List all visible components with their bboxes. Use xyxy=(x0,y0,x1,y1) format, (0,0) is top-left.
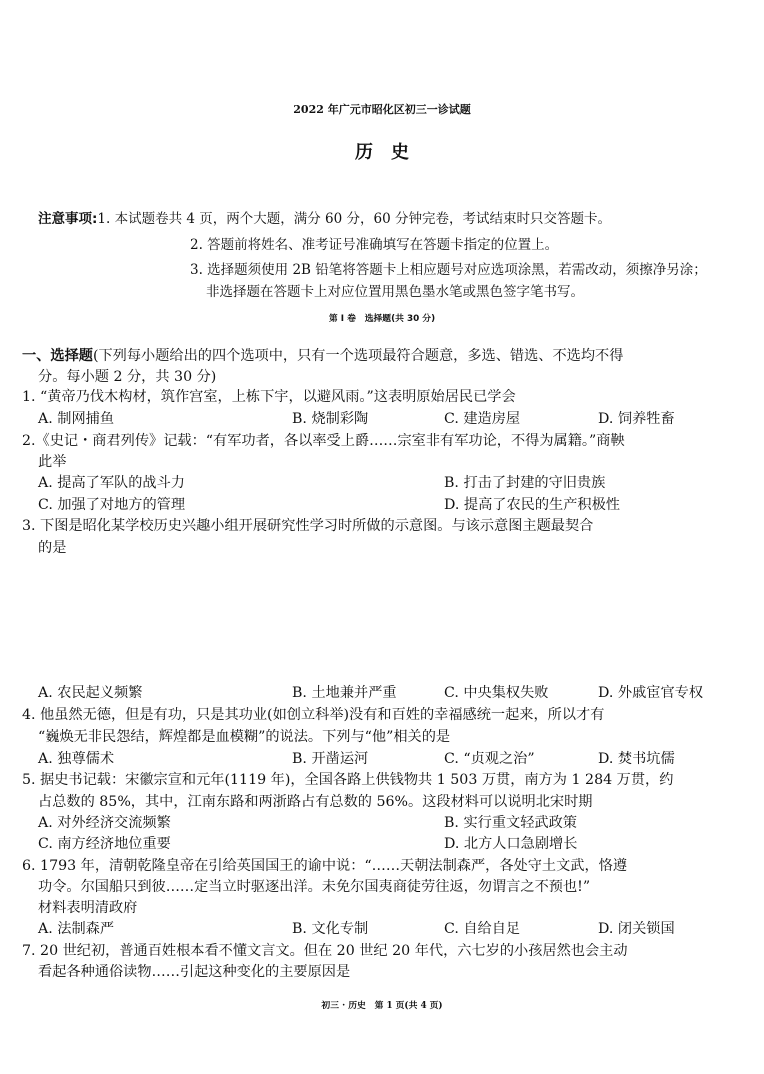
exam-title: 2022 年广元市昭化区初三一诊试题 xyxy=(293,103,471,116)
question-1-line-1: 1. “黄帝乃伐木构材，筑作宫室，上栋下宇，以避风雨。”这表明原始居民已学会 xyxy=(22,389,516,405)
q2-option-c: C. 加强了对地方的管理 xyxy=(38,497,186,513)
question-5-line-2: 占总数的 85%，其中，江南东路和两浙路占有总数的 56%。这段材料可以说明北宋时期 xyxy=(38,794,593,810)
intro-text-1: (下列每小题给出的四个选项中，只有一个选项最符合题意，多选、错选、不选均不得 xyxy=(92,348,624,364)
notice-line-3: 3. 选择题须使用 2B 铅笔将答题卡上相应题号对应选项涂黑，若需改动，须擦净另涂； xyxy=(190,262,707,278)
q5-option-b: B. 实行重文轻武政策 xyxy=(444,815,577,831)
q4-option-c: C. “贞观之治” xyxy=(444,751,535,767)
q3-option-d: D. 外戚宦官专权 xyxy=(598,685,704,701)
question-3-line-2: 的是 xyxy=(38,540,67,556)
q5-option-a: A. 对外经济交流频繁 xyxy=(38,815,171,831)
q2-option-b: B. 打击了封建的守旧贵族 xyxy=(444,475,606,491)
q6-option-c: C. 自给自足 xyxy=(444,921,521,937)
q4-option-a: A. 独尊儒术 xyxy=(38,751,115,767)
q3-option-a: A. 农民起义频繁 xyxy=(38,685,143,701)
q5-option-d: D. 北方人口急剧增长 xyxy=(444,836,578,852)
q4-option-d: D. 焚书坑儒 xyxy=(598,751,675,767)
intro-line-2: 分。每小题 2 分，共 30 分) xyxy=(38,369,217,385)
q2-option-d: D. 提高了农民的生产积极性 xyxy=(444,497,620,513)
notice-label: 注意事项: xyxy=(38,211,98,227)
q1-option-d: D. 饲养牲畜 xyxy=(598,411,675,427)
q6-option-a: A. 法制森严 xyxy=(38,921,115,937)
q1-option-b: B. 烧制彩陶 xyxy=(292,411,369,427)
question-7-line-1: 7. 20 世纪初，普通百姓根本看不懂文言文。但在 20 世纪 20 年代，六七岁的小孩居然也会主动 xyxy=(22,943,628,959)
notice-text-1: 1. 本试题卷共 4 页，两个大题，满分 60 分，60 分钟完卷，考试结束时只交答题卡。 xyxy=(97,211,611,227)
page-footer: 初三 · 历史 第 1 页(共 4 页) xyxy=(321,1001,443,1011)
question-5-line-1: 5. 据史书记载：宋徽宗宣和元年(1119 年)，全国各路上供钱物共 1 503 万贯，南方为 1 284 万贯，约 xyxy=(22,772,674,788)
q2-option-a: A. 提高了军队的战斗力 xyxy=(38,475,185,491)
q4-option-b: B. 开凿运河 xyxy=(292,751,369,767)
question-7-line-2: 看起各种通俗读物……引起这种变化的主要原因是 xyxy=(38,964,351,980)
q6-option-b: B. 文化专制 xyxy=(292,921,369,937)
section-heading: 第 I 卷 选择题(共 30 分) xyxy=(328,314,436,324)
question-2-line-2: 此举 xyxy=(38,454,67,470)
question-6-line-1: 6. 1793 年，清朝乾隆皇帝在引给英国国王的谕中说：“……天朝法制森严，各处守土文武，恪遵 xyxy=(22,858,628,874)
notice-line-1 xyxy=(38,207,611,227)
question-2-line-1: 2.《史记・商君列传》记载：“有军功者，各以率受上爵……宗室非有军功论，不得为属籍。”商鞅 xyxy=(22,433,625,449)
q5-option-c: C. 南方经济地位重要 xyxy=(38,836,171,852)
question-6-line-3: 材料表明清政府 xyxy=(38,900,138,916)
notice-line-2: 2. 答题前将姓名、准考证号准确填写在答题卡指定的位置上。 xyxy=(190,237,559,253)
q1-option-c: C. 建造房屋 xyxy=(444,411,521,427)
q3-option-b: B. 土地兼并严重 xyxy=(292,685,397,701)
intro-line-1 xyxy=(22,345,623,365)
notice-line-4: 非选择题在答题卡上对应位置用黑色墨水笔或黑色签字笔书写。 xyxy=(206,284,584,300)
question-4-line-1: 4. 他虽然无德，但是有功，只是其功业(如创立科举)没有和百姓的幸福感统一起来，所以才有 xyxy=(22,707,605,723)
question-4-line-2: “巍焕无非民怨结，辉煌都是血模糊”的说法。下列与“他”相关的是 xyxy=(38,729,451,745)
q3-option-c: C. 中央集权失败 xyxy=(444,685,549,701)
question-3-line-1: 3. 下图是昭化某学校历史兴趣小组开展研究性学习时所做的示意图。与该示意图主题最契合 xyxy=(22,518,594,534)
q6-option-d: D. 闭关锁国 xyxy=(598,921,675,937)
q1-option-a: A. 制网捕鱼 xyxy=(38,411,115,427)
intro-label: 一、选择题 xyxy=(22,348,93,364)
question-6-line-2: 功令。尔国船只到彼……定当立时驱逐出洋。未免尔国夷商徒劳往返，勿谓言之不预也!” xyxy=(38,879,591,895)
subject-title: 历史 xyxy=(355,142,427,163)
